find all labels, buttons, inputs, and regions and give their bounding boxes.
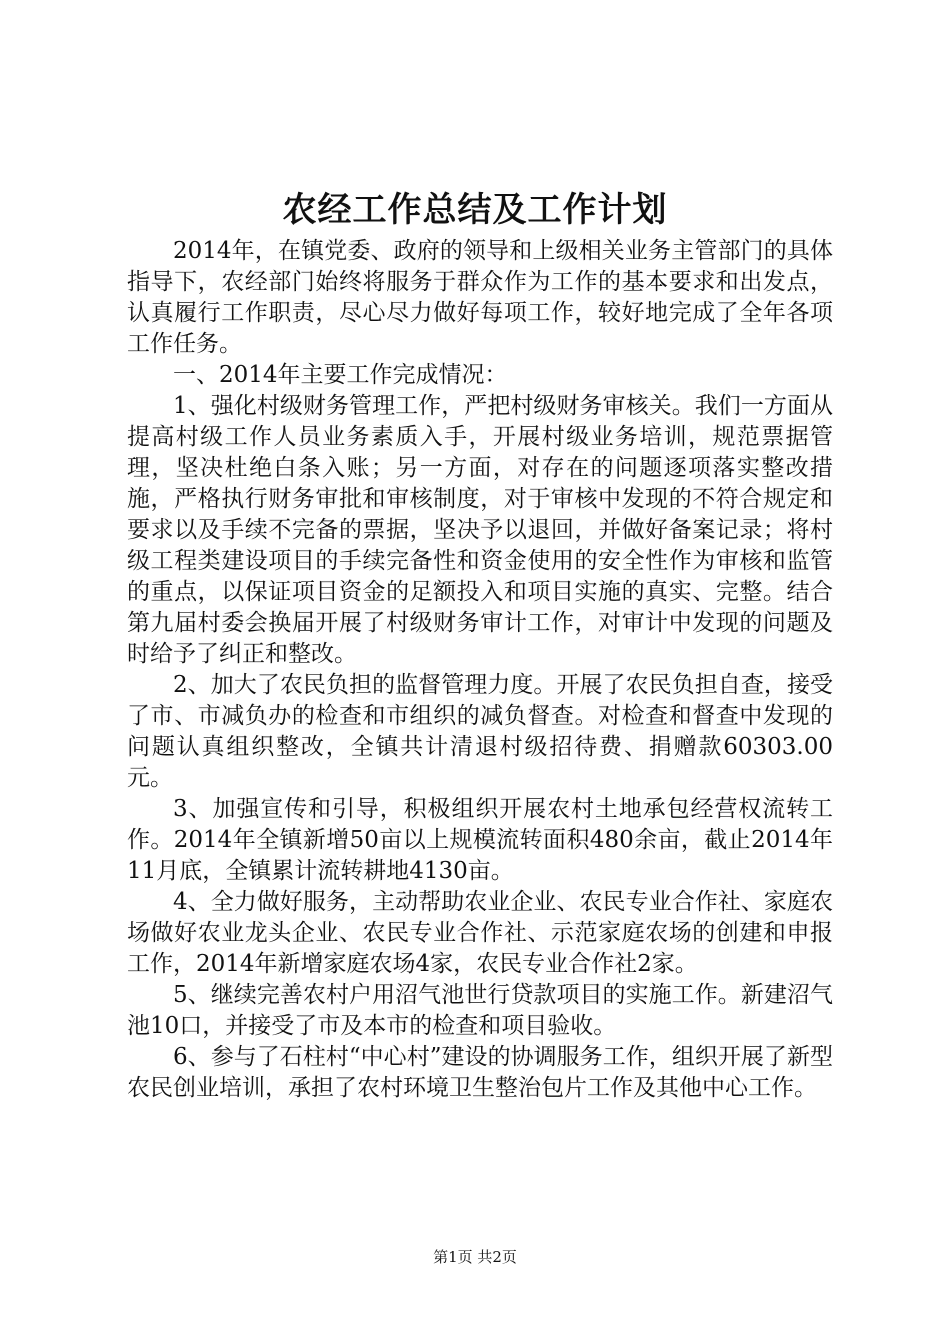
paragraph-item-6: 6、参与了石柱村“中心村”建设的协调服务工作，组织开展了新型农民创业培训，承担了农村环境卫生整治包片工作及其他中心工作。 (127, 1044, 833, 1101)
paragraph-intro: 2014年，在镇党委、政府的领导和上级相关业务主管部门的具体指导下，农经部门始终将服务于群众作为工作的基本要求和出发点，认真履行工作职责，尽心尽力做好每项工作，较好地完成了全年各项工作任务。 (127, 238, 833, 357)
paragraph-item-2: 2、加大了农民负担的监督管理力度。开展了农民负担自查，接受了市、市减负办的检查和市组织的减负督查。对检查和督查中发现的问题认真组织整改，全镇共计清退村级招待费、捐赠款60303.00元。 (127, 672, 833, 791)
paragraph-item-1: 1、强化村级财务管理工作，严把村级财务审核关。我们一方面从提高村级工作人员业务素质入手，开展村级业务培训，规范票据管理，坚决杜绝白条入账；另一方面，对存在的问题逐项落实整改措施，严格执行财务审批和审核制度，对于审核中发现的不符合规定和要求以及手续不完备的票据，坚决予以退回，并做好备案记录；将村级工程类建设项目的手续完备性和资金使用的安全性作为审核和监管的重点，以保证项目资金的足额投入和项目实施的真实、完整。结合第九届村委会换届开展了村级财务审计工作，对审计中发现的问题及时给予了纠正和整改。 (127, 393, 833, 667)
paragraph-item-4: 4、全力做好服务，主动帮助农业企业、农民专业合作社、家庭农场做好农业龙头企业、农民专业合作社、示范家庭农场的创建和申报工作，2014年新增家庭农场4家，农民专业合作社2家。 (127, 889, 833, 977)
paragraph-item-3: 3、加强宣传和引导，积极组织开展农村土地承包经营权流转工作。2014年全镇新增50亩以上规模流转面积480余亩，截止2014年11月底，全镇累计流转耕地4130亩。 (127, 796, 833, 884)
document-body (127, 236, 833, 1104)
document-title: 农经工作总结及工作计划 (282, 190, 668, 230)
paragraph-item-5: 5、继续完善农村户用沼气池世行贷款项目的实施工作。新建沼气池10口，并接受了市及本市的检查和项目验收。 (127, 982, 833, 1039)
page-number-footer: 第1页 共2页 (433, 1248, 517, 1266)
section-heading: 一、2014年主要工作完成情况： (173, 362, 508, 388)
